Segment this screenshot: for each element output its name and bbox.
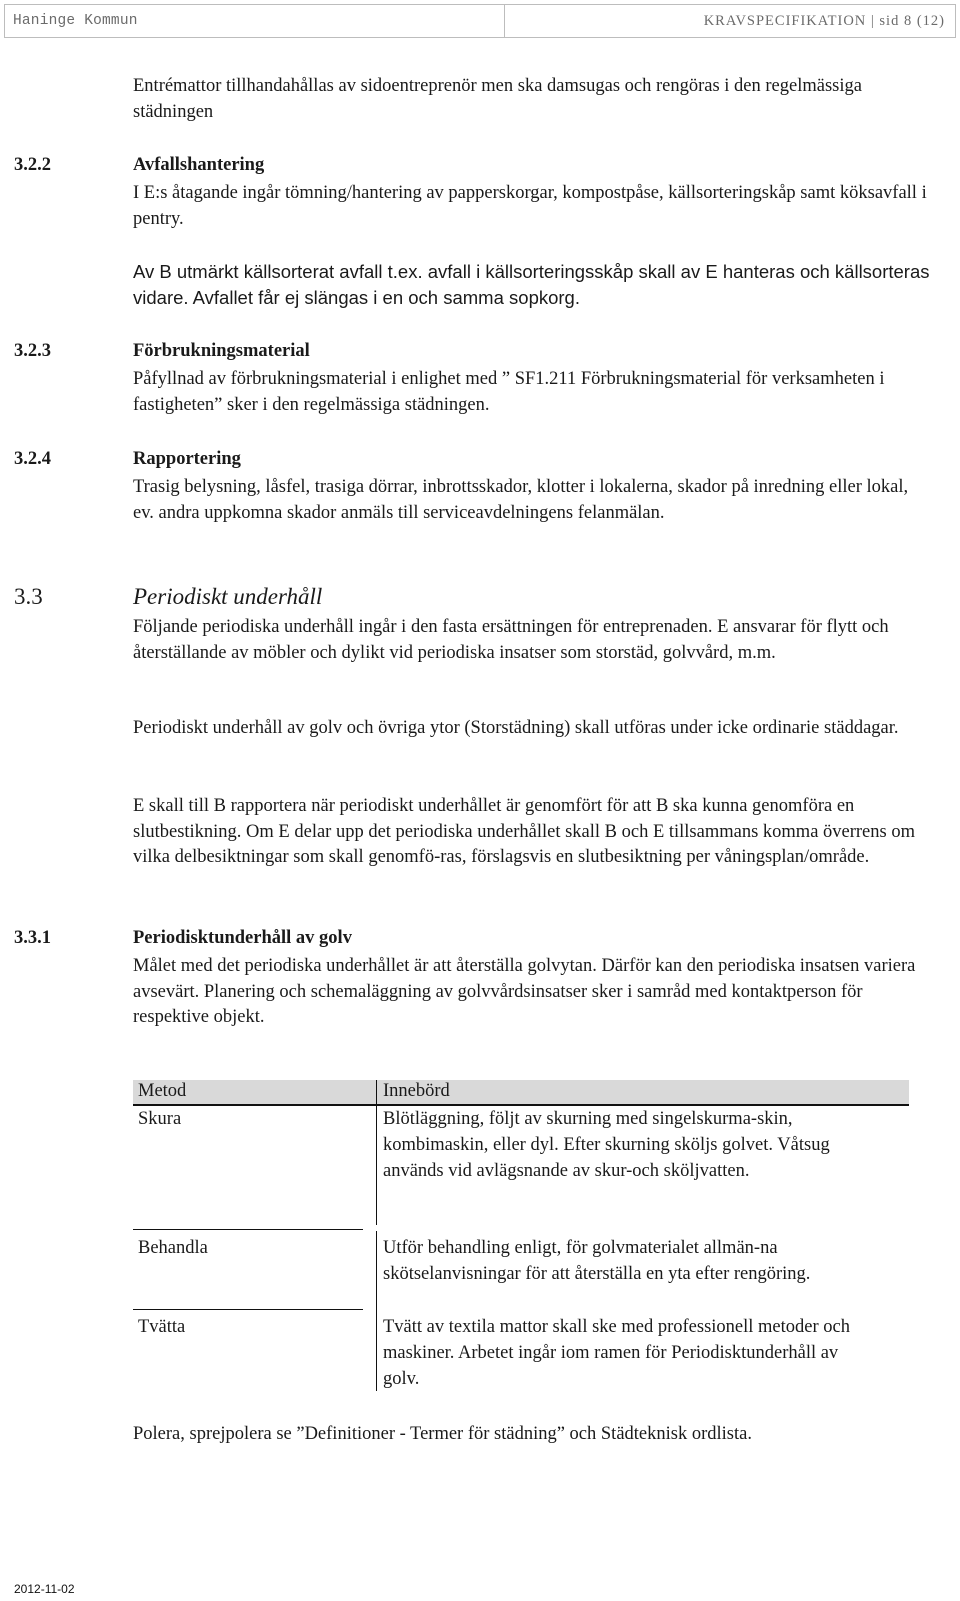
table-row-method: Skura [138, 1109, 182, 1129]
header-left-box [4, 4, 504, 38]
row-divider [133, 1309, 363, 1310]
page-header [4, 4, 956, 40]
section-title-golv: Periodisktunderhåll av golv [133, 928, 352, 948]
column-divider [376, 1231, 377, 1391]
section-number-3-2-3: 3.2.3 [14, 341, 51, 361]
table-header [133, 1080, 909, 1106]
section-3-2-2-paragraph-1: I E:s åtagande ingår tömning/hantering av papperskorgar, kompostpåse, källsorteringskåp samt köksavfall i pentry. [133, 183, 927, 229]
section-3-2-4-paragraph: Trasig belysning, låsfel, trasiga dörrar, inbrottsskador, klotter i lokalerna, skador på inredning eller lokal, ev. andra uppkomna skador anmäls till serviceavdelningens felanmälan. [133, 477, 909, 523]
organization-name: Haninge Kommun [13, 13, 138, 29]
section-number-3-2-4: 3.2.4 [14, 449, 51, 469]
section-3-2-2-paragraph-2 [133, 259, 933, 310]
table-row-method: Tvätta [138, 1317, 186, 1337]
section-number-3-2-2: 3.2.2 [14, 155, 51, 175]
table-row-meaning: Utför behandling enligt, för golvmaterialet allmän-na skötselanvisningar för att återställa en yta efter rengöring. [383, 1238, 811, 1284]
closing-paragraph: Polera, sprejpolera se ”Definitioner - Termer för städning” och Städteknisk ordlista. [133, 1424, 752, 1444]
section-title-avfallshantering: Avfallshantering [133, 155, 265, 175]
section-3-3-paragraph-3: E skall till B rapportera när periodiskt underhållet är genomfört för att B ska kunna genomföra en slutbestikning. Om E delar upp det periodiska underhållet skall B och E tillsammans komma överrens om vilka delbesiktningar som skall genomfö-ras, förslagsvis en slutbesiktning per våningsplan/område. [133, 796, 915, 867]
table-header-method: Metod [138, 1081, 187, 1101]
section-3-3-paragraph-2: Periodiskt underhåll av golv och övriga ytor (Storstädning) skall utföras under icke ordinarie städdagar. [133, 718, 899, 738]
section-title-rapportering: Rapportering [133, 449, 241, 469]
table-row-meaning: Blötläggning, följt av skurning med singelskurma-skin, kombimaskin, eller dyl. Efter skurning sköljs golvet. Våtsug används vid avlägsnande av skur-och sköljvatten. [383, 1109, 830, 1181]
footer-date: 2012-11-02 [14, 1582, 75, 1596]
intro-paragraph: Entrémattor tillhandahållas av sidoentreprenör men ska damsugas och rengöras i den regelmässiga städningen [133, 76, 862, 122]
section-title-forbrukningsmaterial: Förbrukningsmaterial [133, 341, 310, 361]
section-number-3-3: 3.3 [14, 584, 43, 609]
table-row-method: Behandla [138, 1238, 208, 1258]
section-3-3-paragraph-1: Följande periodiska underhåll ingår i den fasta ersättningen för entreprenaden. E ansvarar för flytt och återställande av möbler och dylikt vid periodiska insatser som storstäd, golvvård, m.m. [133, 617, 889, 663]
row-divider [133, 1229, 363, 1230]
section-3-3-1-paragraph: Målet med det periodiska underhållet är att återställa golvytan. Därför kan den periodiska insatsen variera avsevärt. Planering och schemaläggning av golvvårdsinsatser sker i samråd med kontaktperson för respektive objekt. [133, 956, 916, 1027]
document-title: KRAVSPECIFIKATION | sid 8 (12) [703, 13, 945, 29]
table-header-meaning: Innebörd [383, 1081, 450, 1101]
section-number-3-3-1: 3.3.1 [14, 928, 51, 948]
header-right-box [504, 4, 956, 38]
section-title-periodiskt-underhall: Periodiskt underhåll [133, 584, 323, 609]
column-divider [376, 1080, 377, 1225]
section-3-2-3-paragraph: Påfyllnad av förbrukningsmaterial i enlighet med ” SF1.211 Förbrukningsmaterial för verksamheten i fastigheten” sker i den regelmässiga städningen. [133, 369, 885, 415]
table-row-meaning: Tvätt av textila mattor skall ske med professionell metoder och maskiner. Arbetet ingår iom ramen för Periodisktunderhåll av golv. [383, 1317, 850, 1389]
sorting-text: Av B utmärkt källsorterat avfall t.ex. avfall i källsorteringsskåp skall av E hanteras och källsorteras vidare. [133, 261, 930, 308]
no-mixing-text: Avfallet får ej slängas i en och samma sopkorg. [192, 286, 580, 308]
